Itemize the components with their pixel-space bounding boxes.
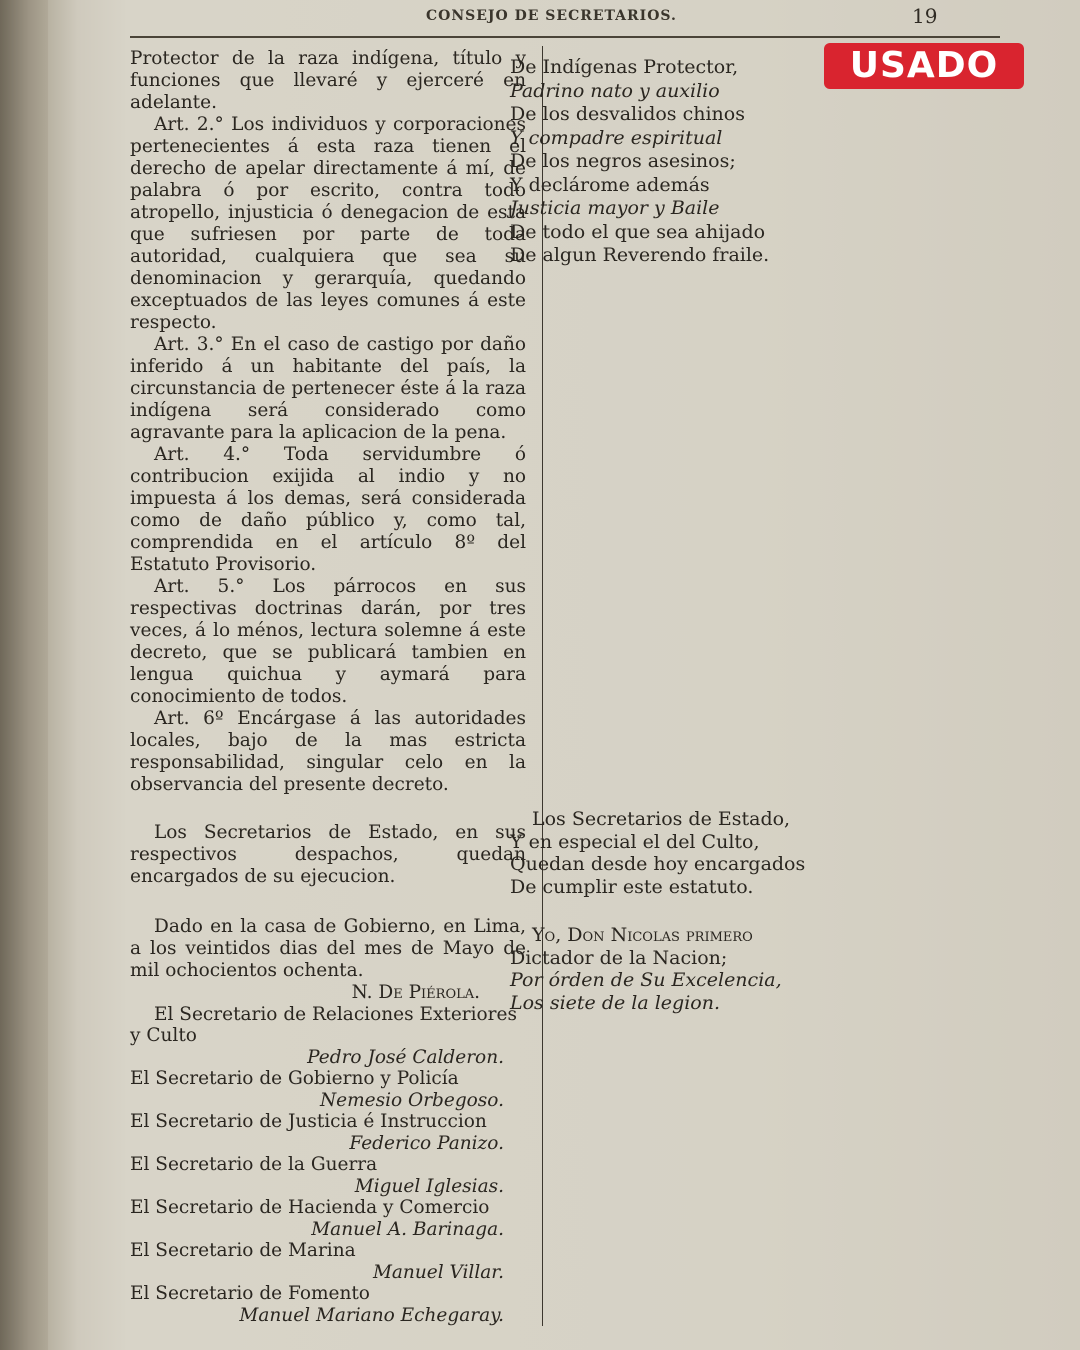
verse-line: De algun Reverendo fraile. <box>510 244 770 266</box>
verse-line: Por órden de Su Excelencia, <box>510 969 782 991</box>
verse-line: Los siete de la legion. <box>510 991 721 1014</box>
signature-title: El Secretario de la Guerra <box>130 1154 378 1175</box>
paragraph-art-3: Art. 3.° En el caso de castigo por daño inferido á un habitante del país, la circunstancia de pertenecer éste á la raza indígena será considerado como agravante para la aplicacion de la pena. <box>130 334 526 443</box>
page-number: 19 <box>912 4 938 28</box>
signature-name: Manuel A. Barinaga. <box>311 1218 504 1240</box>
signer-name: N. De Piérola. <box>351 982 480 1003</box>
running-header: CONSEJO DE SECRETARIOS. <box>426 8 677 24</box>
signature-title: El Secretario de Gobierno y Policía <box>130 1068 459 1089</box>
verse-line: Yo, Don Nicolas primero <box>532 924 753 946</box>
signature-name: Miguel Iglesias. <box>354 1175 504 1197</box>
verse-line: Los Secretarios de Estado, <box>532 808 791 830</box>
right-column-verse-2 <box>510 808 950 1014</box>
verse-line: De los negros asesinos; <box>510 150 736 172</box>
paragraph-art-2: Art. 2.° Los individuos y corporaciones pertenecientes á esta raza tienen el derecho de apelar directamente á mí, de palabra ó por escrito, contra todo atropello, injusticia ó denegacion de esta que sufriesen por parte de toda autoridad, cualquiera que sea su denominacion y gerarquía, quedando exceptuados de las leyes comunes á este respecto. <box>130 114 526 333</box>
signature-name: Pedro José Calderon. <box>307 1046 504 1068</box>
signature-name: Manuel Villar. <box>372 1261 504 1283</box>
secretaries-note: Los Secretarios de Estado, en sus respectivos despachos, quedan encargados de su ejecucion. <box>130 822 526 887</box>
paragraph-intro: Protector de la raza indígena, título y funciones que llevaré y ejerceré en adelante. <box>130 48 526 113</box>
used-badge: USADO <box>824 43 1024 89</box>
verse-line: Padrino nato y auxilio <box>510 79 720 102</box>
verse-line: Justicia mayor y Baile <box>510 197 720 219</box>
signature-title: El Secretario de Fomento <box>130 1283 370 1304</box>
signature-title: El Secretario de Justicia é Instruccion <box>130 1111 487 1132</box>
header-rule <box>130 36 1000 38</box>
signature-title: El Secretario de Hacienda y Comercio <box>130 1197 490 1218</box>
dado-paragraph: Dado en la casa de Gobierno, en Lima, a los veintidos dias del mes de Mayo de mil ochocientos ochenta. <box>130 916 526 981</box>
verse-line: De los desvalidos chinos <box>510 103 745 125</box>
verse-line: Quedan desde hoy encargados <box>510 853 806 875</box>
book-spine-shadow <box>0 0 48 1350</box>
verse-line: De Indígenas Protector, <box>510 56 739 78</box>
signature-block <box>130 982 526 1326</box>
paragraph-art-6: Art. 6º Encárgase á las autoridades locales, bajo de la mas estricta responsabilidad, singular celo en la observancia del presente decreto. <box>130 708 526 795</box>
verse-line: Y declárome además <box>510 173 710 196</box>
signature-name: Nemesio Orbegoso. <box>319 1089 504 1111</box>
signature-title: El Secretario de Marina <box>130 1240 356 1261</box>
verse-line: Dictador de la Nacion; <box>510 946 728 969</box>
signature-title: El Secretario de Relaciones Exteriores y Culto <box>130 1003 517 1046</box>
signature-name: Manuel Mariano Echegaray. <box>239 1304 504 1326</box>
verse-line: De cumplir este estatuto. <box>510 875 754 898</box>
verse-line: De todo el que sea ahijado <box>510 220 766 243</box>
left-column <box>130 48 526 1326</box>
verse-line: Y en especial el del Culto, <box>510 830 760 853</box>
verse-line: Y compadre espiritual <box>510 126 723 149</box>
signature-name: Federico Panizo. <box>349 1132 504 1154</box>
paragraph-art-4: Art. 4.° Toda servidumbre ó contribucion exijida al indio y no impuesta á los demas, será considerada como de daño público y, como tal, comprendida en el artículo 8º del Estatuto Provisorio. <box>130 444 526 575</box>
paragraph-art-5: Art. 5.° Los párrocos en sus respectivas doctrinas darán, por tres veces, á lo ménos, lectura solemne á este decreto, que se publicará tambien en lengua quichua y aymará para conocimiento de todos. <box>130 576 526 707</box>
